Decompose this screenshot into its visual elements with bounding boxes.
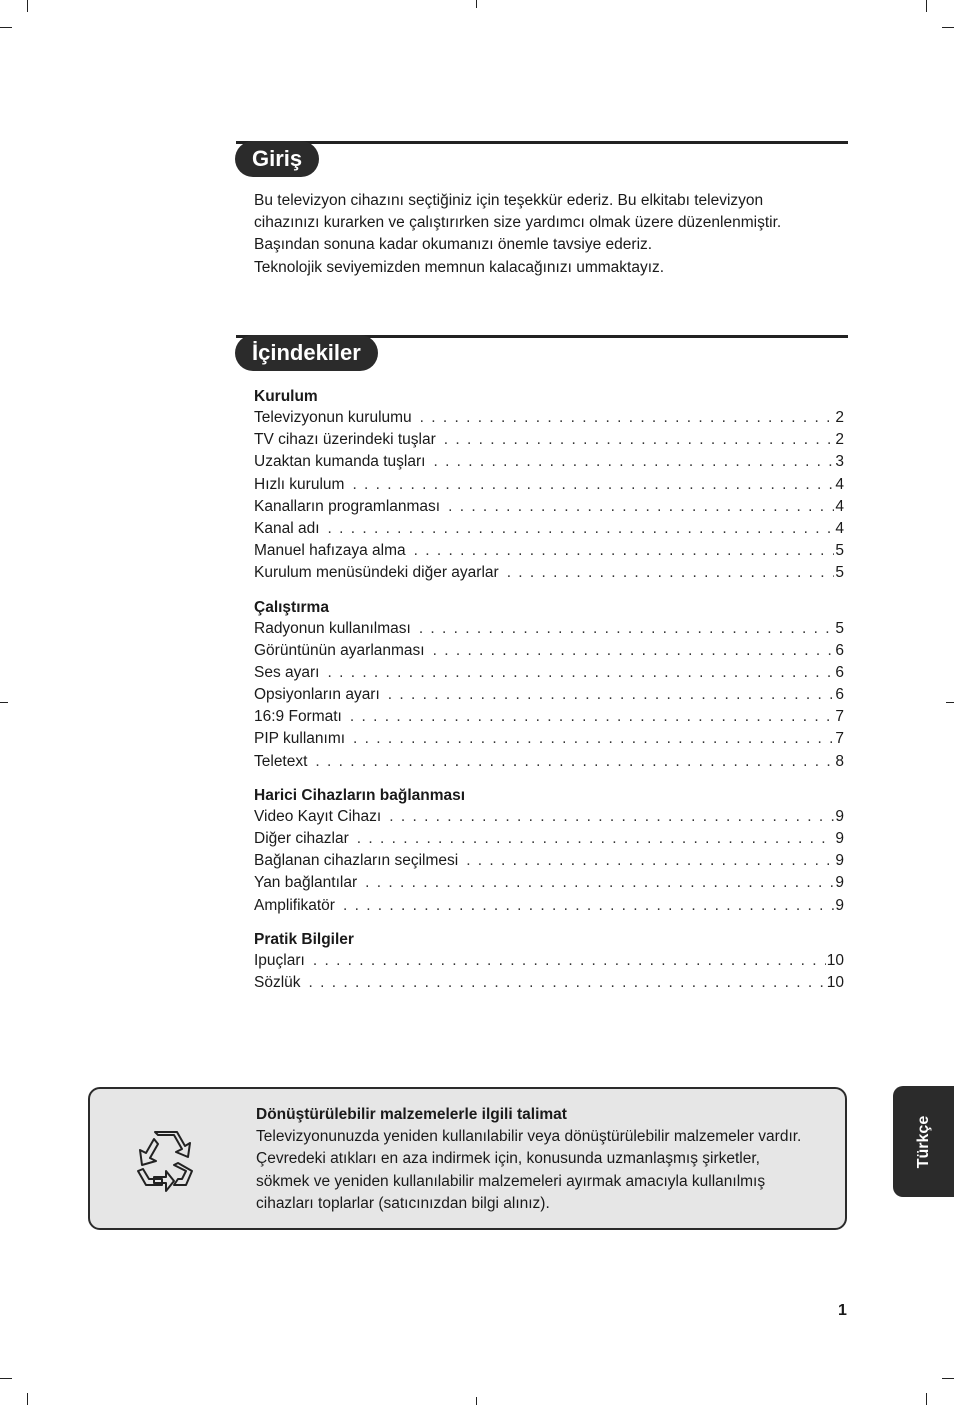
dot-leader	[350, 706, 835, 728]
toc-entry-label: Kanal adı	[254, 519, 320, 537]
recycle-notice-line: Çevredeki atıkları en aza indirmek için, konusunda uzmanlaşmış şirketler,	[256, 1150, 760, 1168]
crop-mark	[946, 702, 954, 703]
toc-entry-page: 5	[835, 542, 844, 560]
toc-entry-label: Kanalların programlanması	[254, 497, 441, 515]
toc-entry[interactable]	[254, 806, 844, 828]
toc-entry[interactable]	[254, 496, 844, 518]
dot-leader	[433, 451, 834, 473]
toc-entry[interactable]	[254, 684, 844, 706]
intro-text	[254, 190, 844, 279]
toc-entry-page: 9	[835, 852, 844, 870]
toc-entry-page: 9	[835, 874, 844, 892]
crop-mark	[0, 27, 12, 28]
dot-leader	[419, 618, 835, 640]
crop-mark	[0, 1378, 12, 1379]
toc-entry[interactable]	[254, 872, 844, 894]
toc-group-title: Kurulum	[254, 388, 318, 405]
dot-leader	[448, 496, 834, 518]
toc-entry[interactable]	[254, 662, 844, 684]
toc-entry-label: Radyonun kullanılması	[254, 619, 411, 637]
intro-line: cihazınızı kurarken ve çalıştırırken size yardımcı olmak üzere düzenlenmiştir.	[254, 214, 782, 232]
dot-leader	[357, 828, 835, 850]
dot-leader	[444, 429, 835, 451]
toc-entry-label: PIP kullanımı	[254, 730, 346, 748]
dot-leader	[388, 684, 835, 706]
intro-line: Bu televizyon cihazını seçtiğiniz için teşekkür ederiz. Bu elkitabı televizyon	[254, 192, 764, 209]
dot-leader	[327, 662, 834, 684]
toc-entry-page: 6	[835, 641, 844, 659]
toc-entry-page: 6	[835, 663, 844, 681]
toc-group-calistirma	[254, 597, 844, 773]
toc-entry-label: Kurulum menüsündeki diğer ayarlar	[254, 564, 499, 582]
toc-entry-label: Amplifikatör	[254, 896, 335, 914]
recycle-notice	[88, 1087, 847, 1230]
dot-leader	[507, 562, 835, 584]
toc-entry-label: Ipuçları	[254, 951, 305, 969]
toc-entry-page: 8	[835, 752, 844, 770]
intro-line: Başından sonuna kadar okumanızı önemle tavsiye ederiz.	[254, 236, 653, 254]
toc-entry-page: 4	[835, 497, 844, 515]
dot-leader	[309, 972, 826, 994]
toc-entry[interactable]	[254, 828, 844, 850]
crop-mark	[27, 1393, 28, 1405]
toc-entry-page: 9	[835, 830, 844, 847]
toc-entry-label: Bağlanan cihazların seçilmesi	[254, 852, 459, 870]
dot-leader	[313, 950, 826, 972]
toc-entry-label: Ses ayarı	[254, 663, 320, 681]
toc-entry-label: 16:9 Formatı	[254, 708, 342, 726]
toc-group-harici	[254, 785, 844, 917]
toc-entry-page: 4	[835, 519, 844, 537]
toc-entry[interactable]	[254, 540, 844, 562]
toc-entry-page: 7	[835, 708, 844, 726]
dot-leader	[353, 728, 834, 750]
crop-mark	[926, 0, 927, 12]
toc-entry-label: Görüntünün ayarlanması	[254, 641, 425, 659]
toc-entry-page: 9	[835, 807, 844, 825]
recycle-icon	[130, 1125, 202, 1197]
toc-entry[interactable]	[254, 706, 844, 728]
toc-entry[interactable]	[254, 751, 844, 773]
toc-entry[interactable]	[254, 474, 844, 496]
toc-entry[interactable]	[254, 640, 844, 662]
toc-entry-page: 7	[835, 730, 844, 748]
recycle-notice-title: Dönüştürülebilir malzemelerle ilgili talimat	[256, 1106, 567, 1123]
toc-entry-label: Hızlı kurulum	[254, 475, 345, 493]
crop-mark	[27, 0, 28, 12]
toc-entry[interactable]	[254, 895, 844, 917]
toc-entry-label: Opsiyonların ayarı	[254, 686, 380, 704]
toc-entry-label: Sözlük	[254, 973, 301, 991]
toc-entry-label: Televizyonun kurulumu	[254, 409, 412, 426]
toc-entry-page: 3	[835, 453, 844, 471]
toc-entry-label: Diğer cihazlar	[254, 830, 349, 847]
toc-entry-label: Manuel hafızaya alma	[254, 542, 406, 560]
intro-line: Teknolojik seviyemizden memnun kalacağınızı ummaktayız.	[254, 258, 665, 276]
toc-entry-label: Yan bağlantılar	[254, 874, 358, 892]
toc-group-title: Çalıştırma	[254, 598, 329, 616]
toc-entry-label: TV cihazı üzerindeki tuşlar	[254, 431, 436, 449]
toc-entry[interactable]	[254, 451, 844, 473]
dot-leader	[466, 850, 834, 872]
toc-entry-page: 4	[835, 475, 844, 493]
table-of-contents	[254, 386, 844, 1006]
dot-leader	[315, 751, 834, 773]
crop-mark	[926, 1393, 927, 1405]
language-tab-label: Türkçe	[914, 1115, 932, 1168]
dot-leader	[328, 518, 835, 540]
toc-entry-page: 2	[835, 431, 844, 449]
page-number: 1	[838, 1302, 847, 1319]
toc-entry[interactable]	[254, 850, 844, 872]
toc-group-title: Harici Cihazların bağlanması	[254, 786, 466, 804]
crop-mark	[476, 0, 477, 8]
toc-entry-page: 10	[826, 973, 844, 991]
toc-entry-page: 5	[835, 619, 844, 637]
dot-leader	[414, 540, 835, 562]
toc-entry[interactable]	[254, 950, 844, 972]
toc-entry[interactable]	[254, 429, 844, 451]
toc-entry-page: 10	[826, 951, 844, 969]
intro-rule	[236, 141, 848, 144]
dot-leader	[389, 806, 834, 828]
toc-entry-label: Uzaktan kumanda tuşları	[254, 453, 426, 471]
dot-leader	[420, 407, 835, 429]
toc-entry[interactable]	[254, 407, 844, 429]
toc-entry-page: 6	[835, 686, 844, 704]
toc-group-title: Pratik Bilgiler	[254, 930, 354, 948]
crop-mark	[942, 27, 954, 28]
dot-leader	[433, 640, 835, 662]
toc-group-pratik	[254, 929, 844, 994]
recycle-notice-line: cihazları toplarlar (satıcınızdan bilgi alınız).	[256, 1194, 550, 1212]
toc-entry[interactable]	[254, 518, 844, 540]
toc-group-kurulum	[254, 386, 844, 585]
crop-mark	[476, 1397, 477, 1405]
language-tab[interactable]	[893, 1086, 954, 1197]
toc-entry-page: 5	[835, 564, 844, 582]
toc-entry-page: 2	[835, 409, 844, 426]
toc-entry[interactable]	[254, 618, 844, 640]
toc-entry-label: Video Kayıt Cihazı	[254, 807, 382, 825]
dot-leader	[352, 474, 834, 496]
recycle-notice-line: sökmek ve yeniden kullanılabilir malzemeleri ayırmak amacıyla kullanılmış	[256, 1172, 766, 1190]
toc-entry[interactable]	[254, 562, 844, 584]
toc-entry-label: Teletext	[254, 752, 308, 770]
crop-mark	[942, 1378, 954, 1379]
toc-entry[interactable]	[254, 728, 844, 750]
intro-heading: Giriş	[235, 141, 319, 177]
dot-leader	[343, 895, 834, 917]
recycle-notice-text	[256, 1104, 838, 1215]
recycle-notice-line: Televizyonunuzda yeniden kullanılabilir veya dönüştürülebilir malzemeler vardır.	[256, 1128, 802, 1146]
toc-heading: İçindekiler	[235, 335, 378, 371]
toc-entry[interactable]	[254, 972, 844, 994]
crop-mark	[0, 702, 8, 703]
dot-leader	[365, 872, 834, 894]
toc-entry-page: 9	[835, 896, 844, 914]
